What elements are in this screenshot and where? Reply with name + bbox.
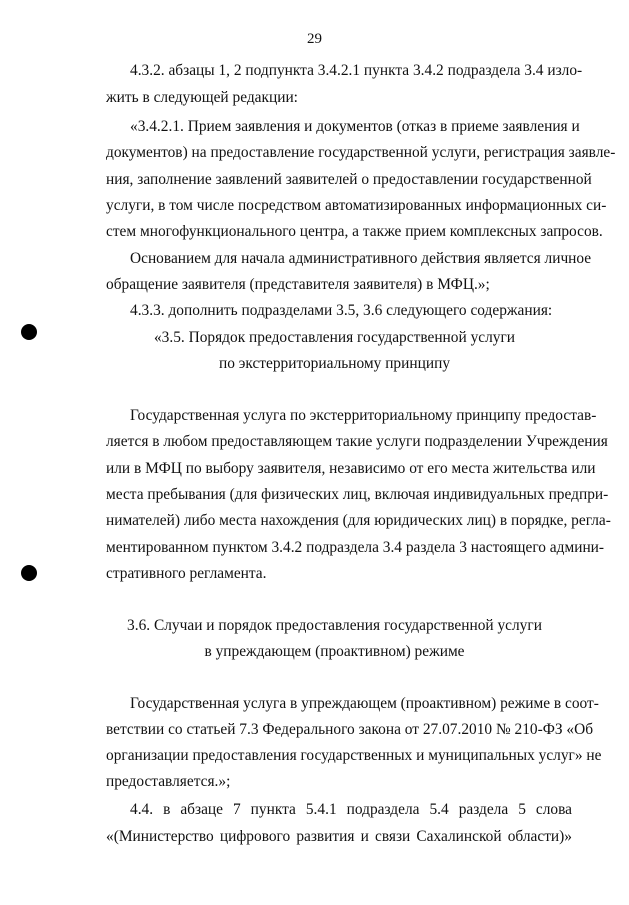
paragraph-line: «(Министерство цифрового развития и связи Сахалинской области)» bbox=[106, 828, 572, 845]
binder-hole-bottom bbox=[21, 565, 37, 581]
paragraph-line: документов) на предоставление государственной услуги, регистрация заявле- bbox=[106, 144, 616, 161]
section-heading-line: «3.5. Порядок предоставления государственной услуги bbox=[153, 329, 516, 346]
paragraph-line: 4.3.3. дополнить подразделами 3.5, 3.6 следующего содержания: bbox=[130, 302, 553, 319]
paragraph-line: стем многофункционального центра, а также прием комплексных запросов. bbox=[106, 223, 603, 240]
paragraph-line: нимателей) либо места нахождения (для юридических лиц) в порядке, регла- bbox=[106, 512, 611, 529]
paragraph-line: ветствии со статьей 7.3 Федерального закона от 27.07.2010 № 210-ФЗ «Об bbox=[106, 721, 594, 738]
paragraph-line: организации предоставления государственных и муниципальных услуг» не bbox=[106, 747, 602, 764]
paragraph-line: жить в следующей редакции: bbox=[106, 89, 298, 106]
paragraph-line: или в МФЦ по выбору заявителя, независимо от его места жительства или bbox=[106, 460, 596, 477]
paragraph-line: 4.3.2. абзацы 1, 2 подпункта 3.4.2.1 пункта 3.4.2 подраздела 3.4 изло- bbox=[130, 62, 583, 79]
paragraph-line: 4.4. в абзаце 7 пункта 5.4.1 подраздела 5.4 раздела 5 слова bbox=[130, 801, 572, 818]
paragraph-line: ляется в любом предоставляющем такие услуги подразделении Учреждения bbox=[106, 433, 608, 450]
paragraph-line: обращение заявителя (представителя заявителя) в МФЦ.»; bbox=[106, 276, 490, 293]
page-number: 29 bbox=[307, 31, 322, 47]
paragraph-line: услуги, в том числе посредством автоматизированных информационных си- bbox=[106, 197, 607, 214]
paragraph-line: «3.4.2.1. Прием заявления и документов (отказ в приеме заявления и bbox=[130, 118, 580, 135]
binder-hole-top bbox=[21, 324, 37, 340]
paragraph-line: стративного регламента. bbox=[106, 565, 267, 582]
section-heading-line: 3.6. Случаи и порядок предоставления государственной услуги bbox=[127, 617, 542, 634]
paragraph-line: места пребывания (для физических лиц, включая индивидуальных предпри- bbox=[106, 486, 609, 503]
paragraph-line: Основанием для начала административного действия является личное bbox=[130, 250, 592, 267]
paragraph-line: ментированном пунктом 3.4.2 подраздела 3.4 раздела 3 настоящего админи- bbox=[106, 539, 605, 556]
paragraph-line: ния, заполнение заявлений заявителей о предоставлении государственной bbox=[106, 171, 592, 188]
paragraph-line: предоставляется.»; bbox=[106, 773, 231, 790]
paragraph-line: Государственная услуга в упреждающем (проактивном) режиме в соот- bbox=[130, 695, 599, 712]
section-heading-line: в упреждающем (проактивном) режиме bbox=[204, 643, 465, 660]
paragraph-line: Государственная услуга по экстерриториальному принципу предостав- bbox=[130, 407, 597, 424]
section-heading-line: по экстерриториальному принципу bbox=[218, 355, 451, 372]
